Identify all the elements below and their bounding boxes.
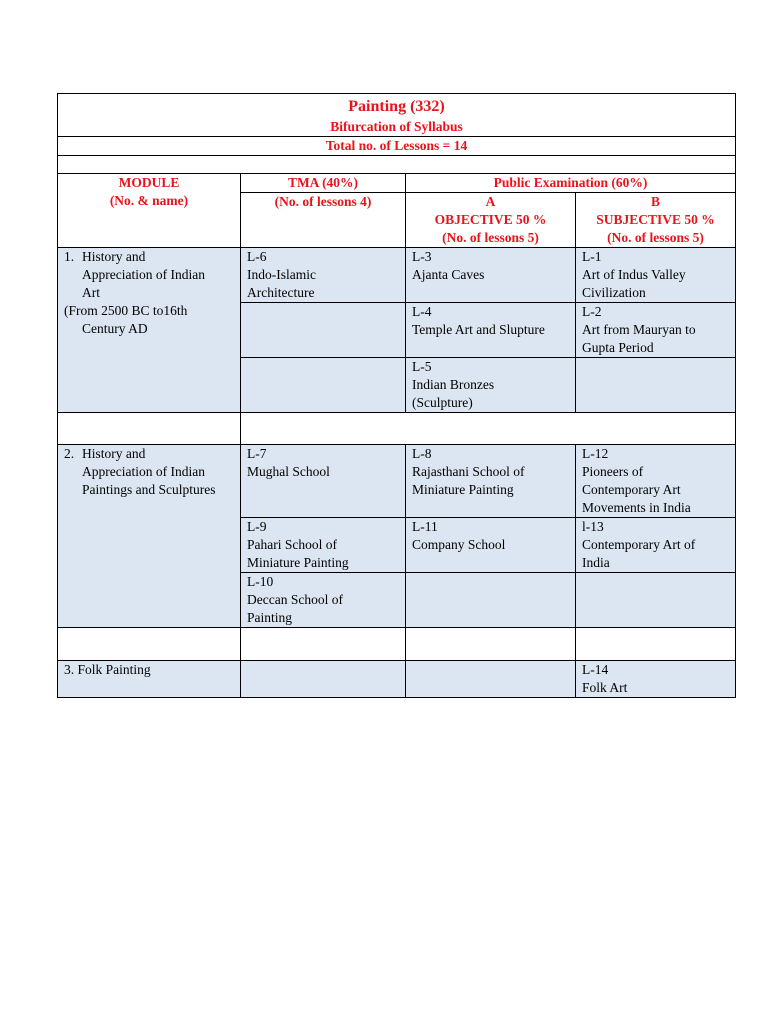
total-lessons: Total no. of Lessons = 14 — [58, 137, 736, 156]
public-exam-header: Public Examination (60%) — [406, 174, 736, 193]
module1-row-1 — [58, 248, 736, 303]
title-row — [58, 94, 736, 137]
module3-row — [58, 661, 736, 698]
module2-name: 2. History and Appreciation of Indian Paintings and Sculptures — [58, 445, 241, 628]
objective-letter: A — [485, 194, 496, 209]
lesson-cell: L-3 Ajanta Caves — [406, 248, 576, 303]
lesson-cell: L-8 Rajasthani School of Miniature Painting — [406, 445, 576, 518]
total-row — [58, 137, 736, 156]
objective-title: OBJECTIVE 50 % — [434, 212, 547, 227]
spacer-row — [58, 156, 736, 174]
lesson-cell: L-5 Indian Bronzes (Sculpture) — [406, 358, 576, 413]
subjective-sub: (No. of lessons 5) — [607, 230, 704, 245]
lesson-cell: L-1 Art of Indus Valley Civilization — [576, 248, 736, 303]
module3-name: 3. Folk Painting — [58, 661, 241, 698]
module-header-sub: (No. & name) — [109, 193, 189, 208]
objective-header — [406, 193, 576, 248]
module-header-title: MODULE — [118, 175, 180, 190]
lesson-cell: L-2 Art from Mauryan to Gupta Period — [576, 303, 736, 358]
lesson-cell: L-11 Company School — [406, 518, 576, 573]
tma-header: TMA (40%) — [241, 174, 406, 193]
title-cell — [58, 94, 736, 137]
column-header-row-1 — [58, 174, 736, 193]
objective-sub: (No. of lessons 5) — [442, 230, 539, 245]
syllabus-table — [57, 93, 736, 698]
module-header — [58, 174, 241, 248]
gap-row-1 — [58, 413, 736, 445]
lesson-cell: L-6 Indo-Islamic Architecture — [241, 248, 406, 303]
lesson-cell: L-10 Deccan School of Painting — [241, 573, 406, 628]
subjective-header — [576, 193, 736, 248]
lesson-cell: l-13 Contemporary Art of India — [576, 518, 736, 573]
lesson-cell: L-12 Pioneers of Contemporary Art Movements in India — [576, 445, 736, 518]
subjective-title: SUBJECTIVE 50 % — [596, 212, 715, 227]
lesson-cell: L-4 Temple Art and Slupture — [406, 303, 576, 358]
tma-subheader: (No. of lessons 4) — [241, 193, 406, 248]
lesson-cell: L-7 Mughal School — [241, 445, 406, 518]
document-subtitle: Bifurcation of Syllabus — [330, 119, 463, 134]
lesson-cell: L-14 Folk Art — [576, 661, 736, 698]
module2-row-1 — [58, 445, 736, 518]
lesson-cell: L-9 Pahari School of Miniature Painting — [241, 518, 406, 573]
gap-row-2 — [58, 628, 736, 661]
module1-name: 1. History and Appreciation of Indian Art (From 2500 BC to16th Century AD — [58, 248, 241, 413]
document-title: Painting (332) — [348, 98, 445, 115]
subjective-letter: B — [651, 194, 661, 209]
